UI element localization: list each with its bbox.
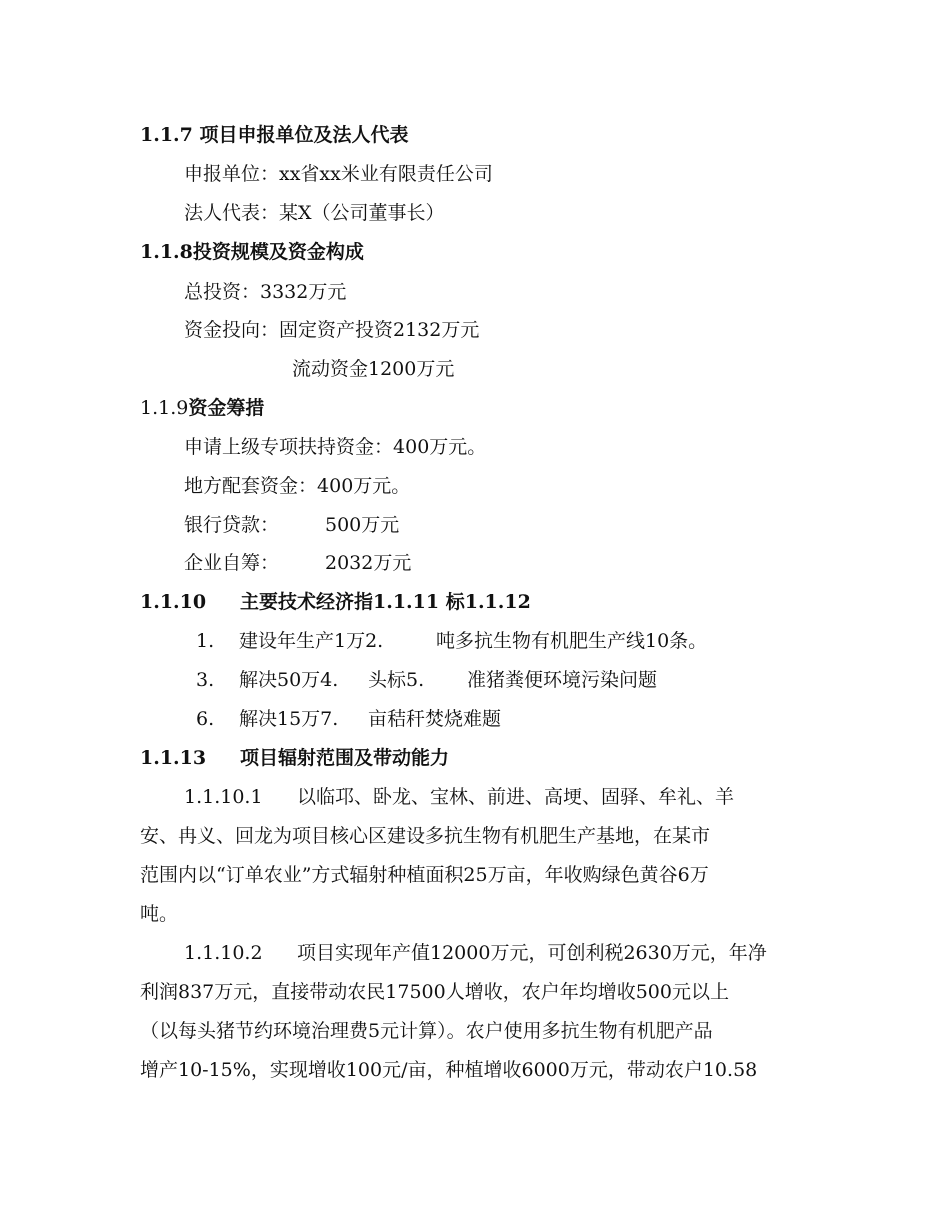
paragraph-line: 吨。 [140, 903, 179, 925]
heading-1-1-10-number: 1.1.10 [140, 591, 207, 613]
list-item-number: 3. [196, 669, 215, 691]
funding-local [184, 473, 410, 499]
paragraph-line [140, 778, 810, 817]
funding-bank-value: 500万元 [325, 514, 400, 536]
funding-self [184, 550, 411, 576]
paragraph-1-1-10-1 [140, 778, 810, 934]
heading-1-1-10 [140, 589, 531, 615]
heading-1-1-13-title: 项目辐射范围及带动能力 [240, 747, 450, 769]
funding-bank [184, 512, 399, 538]
list-item-number: 6. [196, 708, 215, 730]
heading-1-1-8: 1.1.8投资规模及资金构成 [140, 241, 364, 263]
heading-1-1-9-number: 1.1.9 [140, 397, 189, 419]
funding-local-value: 400万元。 [317, 475, 411, 497]
paragraph-line: 安、冉义、回龙为项目核心区建设多抗生物有机肥生产基地，在某市 [140, 825, 711, 847]
paragraph-text: 以临邛、卧龙、宝林、前进、高埂、固驿、牟礼、羊 [297, 786, 735, 808]
paragraph-text: 项目实现年产值12000万元，可创利税2630万元，年净 [297, 942, 767, 964]
list-item-number: 1. [196, 630, 215, 652]
heading-1-1-9-title: 资金筹措 [188, 397, 265, 419]
working-capital: 流动资金1200万元 [292, 358, 455, 380]
heading-1-1-9 [140, 395, 264, 421]
funding-self-value: 2032万元 [325, 552, 412, 574]
funding-local-label: 地方配套资金： [184, 475, 318, 497]
paragraph-line: 利润837万元，直接带动农民17500人增收，农户年均增收500元以上 [140, 981, 729, 1003]
heading-1-1-10-title: 主要技术经济指1.1.11 标1.1.12 [240, 591, 531, 613]
paragraph-number: 1.1.10.2 [184, 942, 263, 964]
paragraph-line: 增产10-15%，实现增收100元/亩，种植增收6000万元，带动农户10.58 [140, 1059, 758, 1081]
heading-1-1-13-number: 1.1.13 [140, 747, 207, 769]
list-item [196, 628, 707, 654]
funding-superior-value: 400万元。 [393, 436, 487, 458]
legal-representative: 法人代表：某X（公司董事长） [184, 202, 445, 224]
list-item [196, 706, 501, 732]
list-item-text: 建设年生产1万2. [239, 630, 384, 652]
funding-superior-label: 申请上级专项扶持资金： [184, 436, 394, 458]
funding-self-label: 企业自筹： [184, 552, 280, 574]
paragraph-number: 1.1.10.1 [184, 786, 263, 808]
heading-1-1-13 [140, 745, 449, 771]
funding-superior [184, 434, 486, 460]
paragraph-line: 范围内以“订单农业”方式辐射种植面积25万亩，年收购绿色黄谷6万 [140, 864, 709, 886]
fixed-asset-investment: 资金投向：固定资产投资2132万元 [184, 319, 480, 341]
list-item-text: 亩秸秆焚烧难题 [368, 708, 502, 730]
heading-1-1-7: 1.1.7 项目申报单位及法人代表 [140, 124, 409, 146]
list-item-text: 解决15万7. [239, 708, 339, 730]
list-item-text: 吨多抗生物有机肥生产线10条。 [436, 630, 708, 652]
paragraph-1-1-10-2 [140, 934, 810, 1090]
list-item-text: 头标5. [368, 669, 425, 691]
list-item-text: 解决50万4. [239, 669, 339, 691]
funding-bank-label: 银行贷款： [184, 514, 280, 536]
total-investment: 总投资：3332万元 [184, 281, 347, 303]
list-item [196, 667, 657, 693]
paragraph-line: （以每头猪节约环境治理费5元计算）。农户使用多抗生物有机肥产品 [140, 1020, 713, 1042]
applicant-unit: 申报单位：xx省xx米业有限责任公司 [184, 163, 493, 185]
paragraph-line [140, 934, 810, 973]
list-item-text: 准猪粪便环境污染问题 [467, 669, 658, 691]
